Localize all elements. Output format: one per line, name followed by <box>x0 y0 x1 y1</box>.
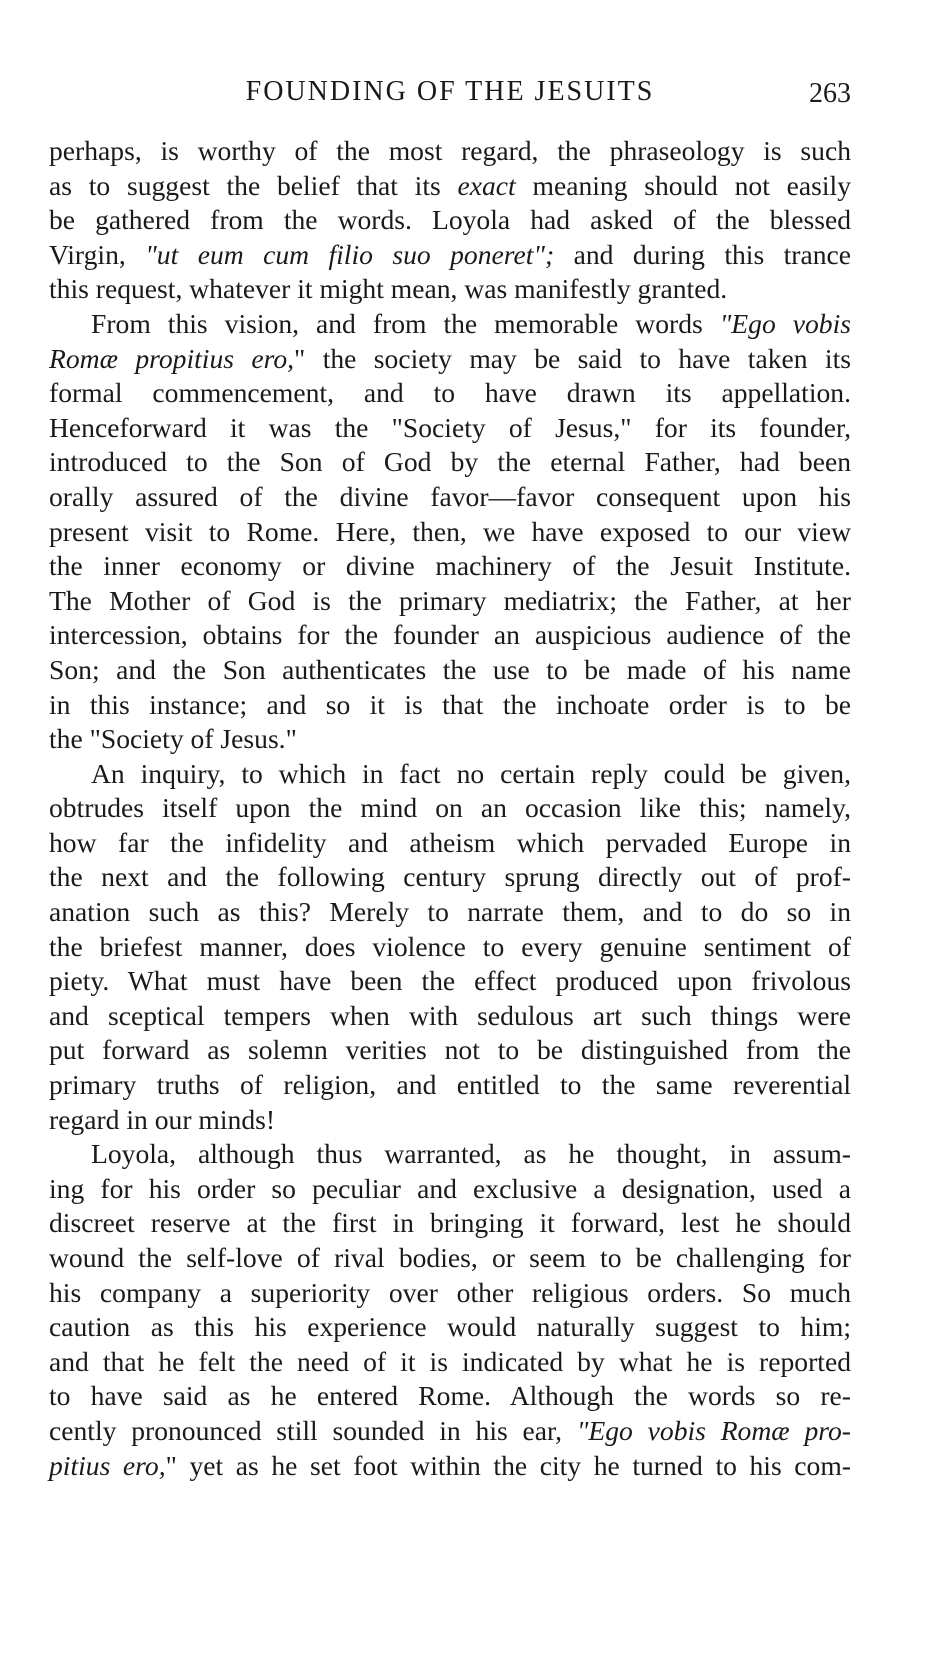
text-line <box>49 342 851 377</box>
text-segment: perhaps, is worthy of the most regard, the phraseology is such <box>49 135 851 166</box>
text-line <box>49 653 851 688</box>
running-head <box>49 78 851 138</box>
italic-text: "Ego vobis Romæ pro- <box>576 1414 851 1446</box>
text-segment: this request, whatever it might mean, was manifestly granted. <box>49 273 728 305</box>
text-segment: how far the infidelity and atheism which pervaded Europe in <box>49 826 851 858</box>
text-segment: put forward as solemn verities not to be distinguished from the <box>49 1034 851 1066</box>
text-segment: in this instance; and so it is that the inchoate order is to be <box>49 688 851 720</box>
text-line <box>49 826 851 861</box>
text-segment: cently pronounced still sounded in his ear, <box>49 1414 577 1446</box>
text-line <box>49 411 851 446</box>
text-segment: the next and the following century sprung directly out of prof- <box>49 861 851 893</box>
text-segment: An inquiry, to which in fact no certain reply could be given, <box>91 757 851 789</box>
text-segment: Henceforward it was the "Society of Jesus," for its founder, <box>49 411 851 443</box>
text-segment: The Mother of God is the primary mediatrix; the Father, at her <box>49 584 851 616</box>
text-segment: Virgin, <box>49 238 146 270</box>
text-line <box>49 964 851 999</box>
text-line <box>49 203 851 238</box>
italic-text: "ut eum cum filio suo poneret"; <box>145 238 555 270</box>
text-line <box>49 1137 851 1172</box>
text-segment: ing for his order so peculiar and exclusive a designation, used a <box>49 1172 851 1204</box>
text-line <box>49 134 851 169</box>
text-line <box>49 272 851 307</box>
text-segment: his company a superiority over other religious orders. So much <box>49 1276 851 1308</box>
italic-text: exact <box>457 169 516 201</box>
text-segment: obtrudes itself upon the mind on an occasion like this; namely, <box>49 792 851 824</box>
text-segment: Son; and the Son authenticates the use to be made of his name <box>49 653 851 685</box>
text-segment: the "Society of Jesus." <box>49 723 297 755</box>
text-segment: From this vision, and from the memorable words <box>91 307 720 339</box>
text-segment: wound the self-love of rival bodies, or seem to be challenging for <box>49 1242 851 1273</box>
text-segment: regard in our minds! <box>49 1103 276 1135</box>
text-line <box>49 1449 851 1484</box>
text-segment: formal commencement, and to have drawn its appellation. <box>49 377 851 409</box>
text-segment: be gathered from the words. Loyola had asked of the blessed <box>49 204 851 236</box>
text-segment: intercession, obtains for the founder an auspicious audience of the <box>49 619 851 651</box>
text-line <box>49 860 851 895</box>
text-line <box>49 307 851 342</box>
text-line <box>49 1068 851 1103</box>
text-segment: " yet as he set foot within the city he turned to his com- <box>165 1449 851 1481</box>
book-page <box>49 0 852 1481</box>
text-segment: and sceptical tempers when with sedulous art such things were <box>49 999 851 1031</box>
text-segment: discreet reserve at the first in bringing it forward, lest he should <box>49 1207 851 1239</box>
text-segment: " the society may be said to have taken its <box>294 342 851 374</box>
text-line <box>49 930 851 965</box>
text-segment: introduced to the Son of God by the eternal Father, had been <box>49 446 851 478</box>
text-line <box>49 376 851 411</box>
text-line <box>49 1033 851 1068</box>
text-segment: the inner economy or divine machinery of the Jesuit Institute. <box>49 550 851 582</box>
italic-text: "Ego vobis <box>719 307 851 339</box>
text-segment: and during this trance <box>554 238 852 270</box>
text-segment: present visit to Rome. Here, then, we have exposed to our view <box>49 515 851 547</box>
text-segment: meaning should not easily <box>515 169 851 201</box>
page-number: 263 <box>809 78 851 109</box>
text-line <box>49 722 851 757</box>
italic-text: Romæ propitius ero, <box>49 342 295 374</box>
text-segment: and that he felt the need of it is indicated by what he is reported <box>49 1345 851 1377</box>
text-segment: orally assured of the divine favor—favor consequent upon his <box>49 480 851 512</box>
text-line <box>49 445 851 480</box>
text-line <box>49 515 851 550</box>
text-line <box>49 1172 851 1207</box>
text-segment: as to suggest the belief that its <box>49 169 458 201</box>
text-segment: Loyola, although thus warranted, as he thought, in assum- <box>91 1138 851 1170</box>
text-line <box>49 1345 851 1380</box>
text-segment: primary truths of religion, and entitled to the same reverential <box>49 1069 851 1101</box>
text-line <box>49 169 851 204</box>
text-line <box>49 1379 851 1414</box>
body-text <box>49 134 851 1483</box>
text-line <box>49 1241 851 1276</box>
text-line <box>49 999 851 1034</box>
text-line <box>49 1414 851 1449</box>
text-line <box>49 1310 851 1345</box>
running-title: FOUNDING OF THE JESUITS <box>245 76 655 107</box>
text-line <box>49 584 851 619</box>
text-line <box>49 791 851 826</box>
text-segment: the briefest manner, does violence to every genuine sentiment of <box>49 930 851 962</box>
text-segment: anation such as this? Merely to narrate them, and to do so in <box>49 896 851 928</box>
text-line <box>49 1276 851 1311</box>
text-line <box>49 895 851 930</box>
text-line <box>49 549 851 584</box>
text-line <box>49 480 851 515</box>
text-line <box>49 757 851 792</box>
text-line <box>49 1103 851 1138</box>
text-line <box>49 688 851 723</box>
text-segment: caution as this his experience would naturally suggest to him; <box>49 1311 851 1343</box>
text-segment: to have said as he entered Rome. Although the words so re- <box>49 1380 851 1412</box>
italic-text: pitius ero, <box>49 1449 166 1481</box>
text-line <box>49 618 851 653</box>
text-line <box>49 238 851 273</box>
text-segment: piety. What must have been the effect produced upon frivolous <box>49 965 851 997</box>
text-line <box>49 1206 851 1241</box>
